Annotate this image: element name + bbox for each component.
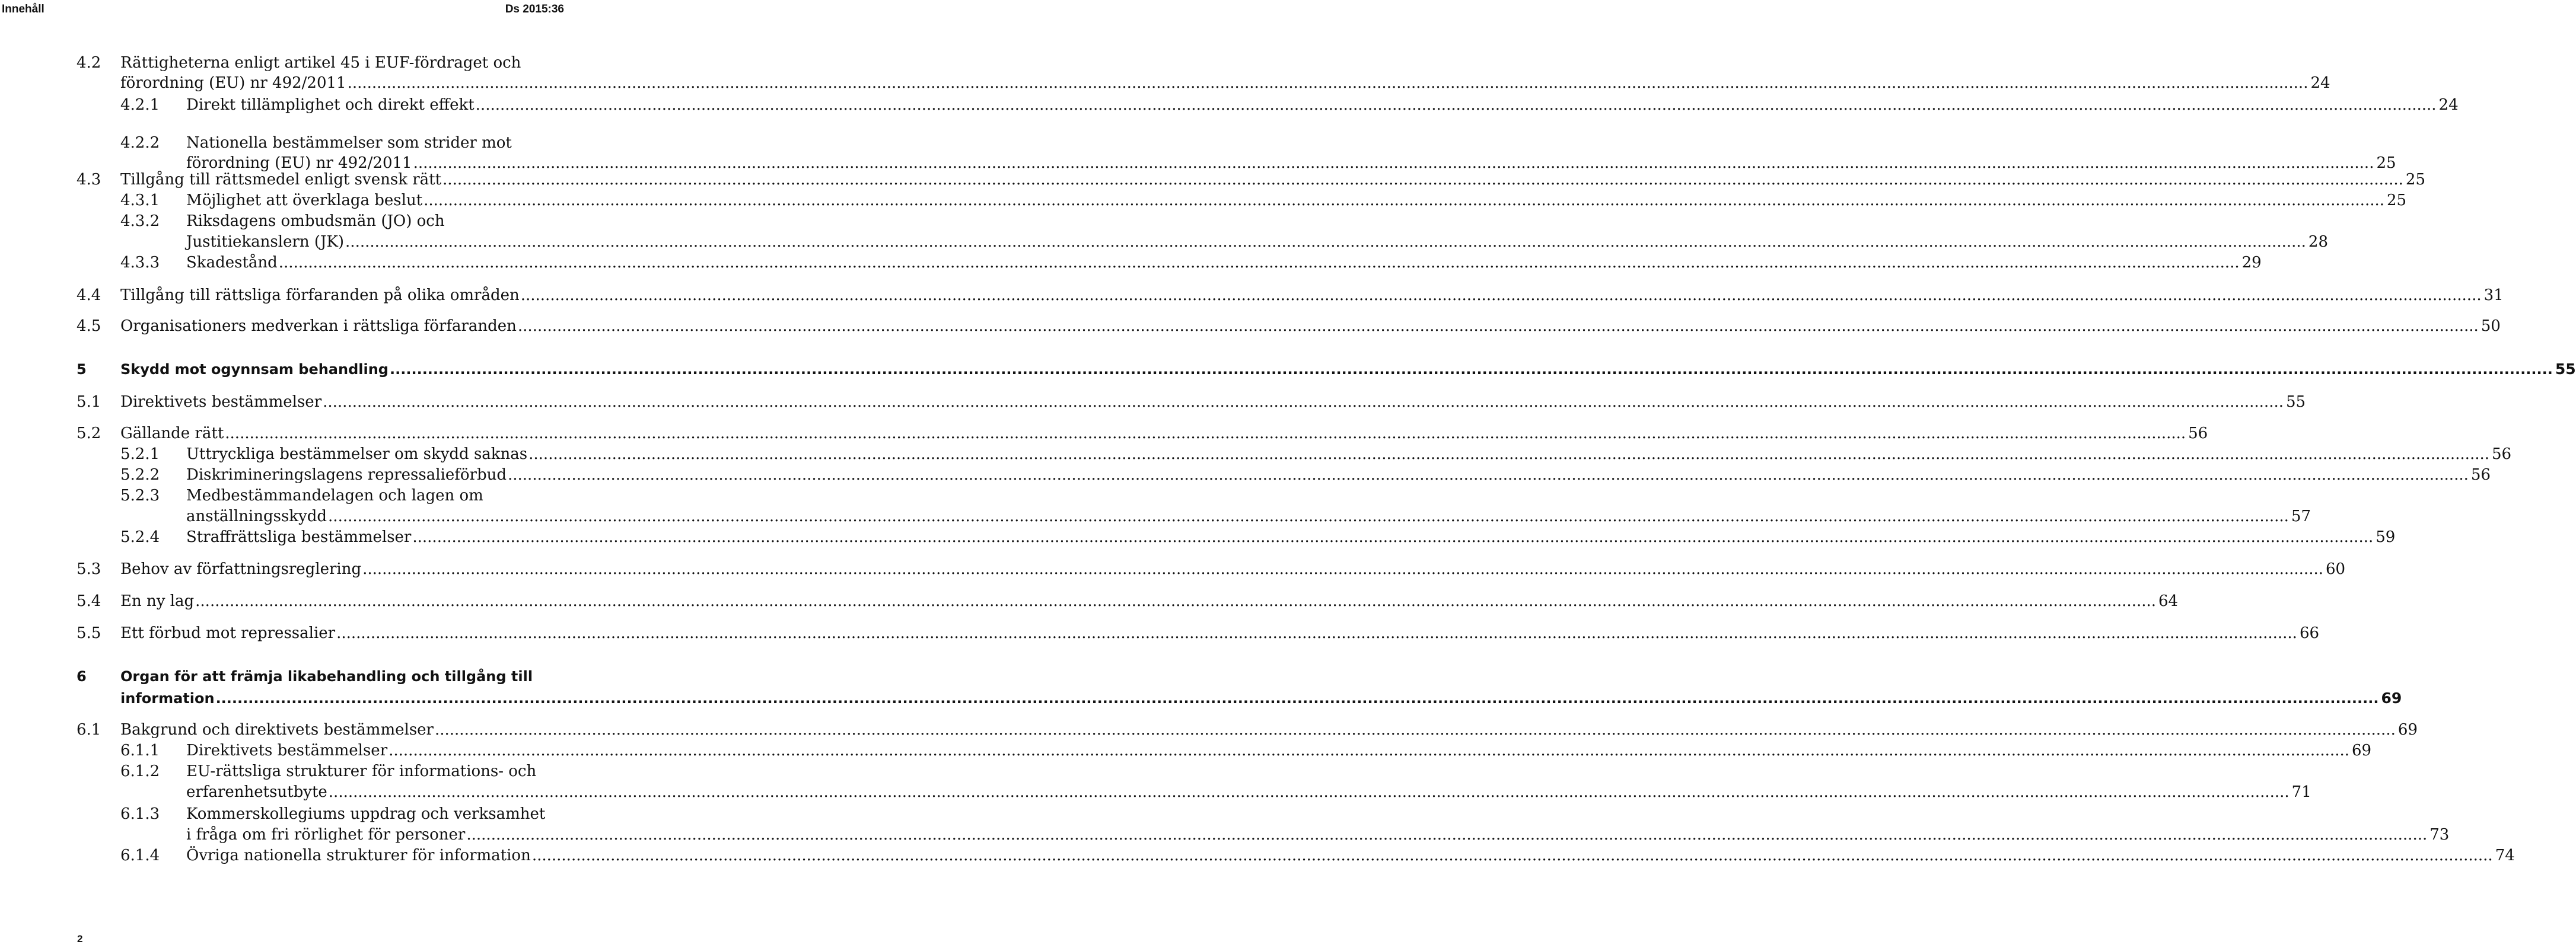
toc-title: EU-rättsliga strukturer för informations- och [186, 762, 537, 780]
toc-title: Direktivets bestämmelser [120, 393, 322, 411]
toc-section-number: 6 [77, 668, 87, 685]
toc-page-number: 24 [2438, 96, 2459, 114]
toc-dot-leader: ................................................................................................................................................................................................................................................................................................................................................................................................................ [215, 690, 2379, 707]
running-header-right: Ds 2015:36 [505, 3, 564, 15]
toc-section-number: 5.1 [77, 393, 101, 411]
toc-entry-line[interactable] [0, 169, 2425, 190]
toc-dot-leader: ................................................................................................................................................................................................................................................................................................................................................................................................................ [508, 466, 2469, 484]
toc-dot-leader: ................................................................................................................................................................................................................................................................................................................................................................................................................ [424, 191, 2384, 209]
toc-page-number: 25 [2376, 154, 2396, 172]
toc-title: Direktivets bestämmelser [186, 742, 388, 759]
toc-dot-leader: ................................................................................................................................................................................................................................................................................................................................................................................................................ [328, 507, 2289, 525]
toc-entry-line[interactable] [0, 285, 2504, 306]
toc-dot-leader: ................................................................................................................................................................................................................................................................................................................................................................................................................ [442, 171, 2403, 189]
toc-entry-line[interactable] [0, 623, 2320, 644]
toc-dot-leader: ................................................................................................................................................................................................................................................................................................................................................................................................................ [347, 74, 2308, 92]
toc-page-number: 74 [2495, 847, 2515, 864]
toc-title: Kommerskollegiums uppdrag och verksamhet [186, 805, 546, 823]
toc-entry-line[interactable] [0, 72, 2330, 94]
toc-dot-leader: ................................................................................................................................................................................................................................................................................................................................................................................................................ [528, 445, 2489, 463]
toc-page-number: 71 [2291, 783, 2311, 801]
toc-entry-line[interactable] [0, 781, 2311, 803]
toc-entry-line[interactable] [0, 506, 2311, 527]
toc-section-number: 5 [77, 361, 87, 378]
toc-entry-line[interactable] [0, 558, 2346, 580]
toc-dot-leader: ................................................................................................................................................................................................................................................................................................................................................................................................................ [278, 254, 2240, 272]
toc-section-number: 4.3 [77, 171, 101, 189]
toc-entry-line[interactable] [0, 132, 569, 154]
toc-entry-line[interactable] [0, 464, 2491, 486]
toc-section-number: 4.2.1 [120, 96, 160, 114]
toc-title: Justitiekanslern (JK) [186, 233, 345, 251]
toc-page-number: 55 [2555, 360, 2576, 378]
toc-section-number: 5.2.2 [120, 466, 160, 484]
toc-section-number: 4.2.2 [120, 134, 160, 152]
toc-title: Rättigheterna enligt artikel 45 i EUF-fördraget och [120, 54, 521, 72]
toc-section-number: 5.2.3 [120, 487, 160, 505]
toc-dot-leader: ................................................................................................................................................................................................................................................................................................................................................................................................................ [389, 361, 2553, 378]
toc-entry-line[interactable] [0, 485, 569, 506]
toc-page-number: 73 [2429, 826, 2450, 844]
toc-page-number: 29 [2241, 254, 2262, 272]
toc-title: anställningsskydd [186, 507, 327, 525]
toc-entry-line[interactable] [0, 803, 569, 825]
toc-page-number: 69 [2397, 721, 2418, 739]
toc-dot-leader: ................................................................................................................................................................................................................................................................................................................................................................................................................ [323, 393, 2284, 411]
toc-section-number: 4.3.1 [120, 191, 160, 209]
toc-title: i fråga om fri rörlighet för personer [186, 826, 466, 844]
toc-entry-line[interactable] [0, 231, 2328, 253]
toc-title: Gällande rätt [120, 424, 224, 442]
toc-title: Direkt tillämplighet och direkt effekt [186, 96, 475, 114]
toc-section-number: 5.4 [77, 592, 101, 610]
toc-page-number: 24 [2310, 74, 2330, 92]
toc-entry-line[interactable] [0, 688, 2402, 709]
toc-entry-line[interactable] [0, 190, 2407, 211]
toc-title: Tillgång till rättsmedel enligt svensk rätt [120, 171, 442, 189]
toc-section-number: 5.3 [77, 560, 101, 578]
toc-title: Övriga nationella strukturer för information [186, 847, 531, 864]
toc-section-number: 4.2 [77, 54, 101, 72]
toc-title: Tillgång till rättsliga förfaranden på olika områden [120, 286, 520, 304]
toc-dot-leader: ................................................................................................................................................................................................................................................................................................................................................................................................................ [413, 154, 2374, 172]
toc-page-number: 60 [2325, 560, 2346, 578]
toc-dot-leader: ................................................................................................................................................................................................................................................................................................................................................................................................................ [520, 286, 2482, 304]
page-number: 2 [77, 933, 83, 944]
toc-entry-line[interactable] [0, 443, 2512, 465]
toc-section-number: 4.4 [77, 286, 101, 304]
toc-entry-line[interactable] [0, 315, 2501, 337]
toc-dot-leader: ................................................................................................................................................................................................................................................................................................................................................................................................................ [362, 560, 2323, 578]
toc-page-number: 55 [2285, 393, 2306, 411]
toc-dot-leader: ................................................................................................................................................................................................................................................................................................................................................................................................................ [328, 783, 2290, 801]
toc-title: Ett förbud mot repressalier [120, 624, 336, 642]
toc-entry-line[interactable] [0, 391, 2306, 413]
toc-section-number: 6.1 [77, 721, 101, 739]
toc-entry-line[interactable] [0, 845, 2515, 866]
toc-title: erfarenhetsutbyte [186, 783, 327, 801]
toc-title: Skadestånd [186, 254, 278, 272]
toc-section-number: 4.3.3 [120, 254, 160, 272]
toc-title: Möjlighet att överklaga beslut [186, 191, 423, 209]
toc-page-number: 31 [2483, 286, 2504, 304]
toc-entry-line[interactable] [0, 824, 2450, 845]
toc-title: Straffrättsliga bestämmelser [186, 528, 412, 546]
toc-page-number: 66 [2299, 624, 2320, 642]
toc-page-number: 69 [2381, 690, 2402, 707]
toc-page-number: 56 [2188, 424, 2208, 442]
toc-title: Behov av författningsreglering [120, 560, 362, 578]
toc-page-number: 28 [2308, 233, 2328, 251]
toc-section-number: 6.1.2 [120, 762, 160, 780]
toc-title: Riksdagens ombudsmän (JO) och [186, 212, 445, 230]
toc-entry-line[interactable] [0, 666, 569, 687]
toc-entry-line[interactable] [0, 359, 2576, 380]
toc-section-number: 4.3.2 [120, 212, 160, 230]
toc-entry-line[interactable] [0, 423, 2208, 444]
toc-dot-leader: ................................................................................................................................................................................................................................................................................................................................................................................................................ [412, 528, 2374, 546]
toc-section-number: 4.5 [77, 317, 101, 335]
toc-title: Medbestämmandelagen och lagen om [186, 487, 483, 505]
toc-dot-leader: ................................................................................................................................................................................................................................................................................................................................................................................................................ [336, 624, 2297, 642]
toc-entry-line[interactable] [0, 52, 569, 74]
toc-dot-leader: ................................................................................................................................................................................................................................................................................................................................................................................................................ [345, 233, 2306, 251]
toc-entry-line[interactable] [0, 210, 569, 232]
toc-page-number: 69 [2351, 742, 2372, 759]
toc-entry-line[interactable] [0, 740, 2372, 761]
toc-section-number: 5.2.4 [120, 528, 160, 546]
toc-dot-leader: ................................................................................................................................................................................................................................................................................................................................................................................................................ [466, 826, 2428, 844]
toc-dot-leader: ................................................................................................................................................................................................................................................................................................................................................................................................................ [517, 317, 2479, 335]
toc-page-number: 56 [2470, 466, 2491, 484]
toc-title: information [120, 690, 215, 707]
toc-page-number: 56 [2492, 445, 2512, 463]
toc-page-number: 25 [2387, 191, 2407, 209]
toc-section-number: 5.2.1 [120, 445, 160, 463]
toc-title: En ny lag [120, 592, 195, 610]
toc-entry-line[interactable] [0, 719, 2418, 740]
toc-page-number: 57 [2291, 507, 2311, 525]
toc-section-number: 6.1.4 [120, 847, 160, 864]
toc-dot-leader: ................................................................................................................................................................................................................................................................................................................................................................................................................ [531, 847, 2493, 864]
toc-title: Uttryckliga bestämmelser om skydd saknas [186, 445, 528, 463]
toc-entry-line[interactable] [0, 761, 569, 782]
toc-title: förordning (EU) nr 492/2011 [186, 154, 412, 172]
toc-entry-line[interactable] [0, 590, 2179, 612]
toc-title: Skydd mot ogynnsam behandling [120, 361, 389, 378]
toc-title: Bakgrund och direktivets bestämmelser [120, 721, 434, 739]
toc-page-number: 50 [2481, 317, 2501, 335]
toc-section-number: 6.1.1 [120, 742, 160, 759]
toc-dot-leader: ................................................................................................................................................................................................................................................................................................................................................................................................................ [434, 721, 2396, 739]
running-header-left: Innehåll [2, 3, 44, 15]
toc-dot-leader: ................................................................................................................................................................................................................................................................................................................................................................................................................ [225, 424, 2186, 442]
toc-entry-line[interactable] [0, 94, 2459, 116]
toc-entry-line[interactable] [0, 526, 2396, 548]
toc-entry-line[interactable] [0, 252, 2262, 273]
toc-dot-leader: ................................................................................................................................................................................................................................................................................................................................................................................................................ [195, 592, 2157, 610]
toc-dot-leader: ................................................................................................................................................................................................................................................................................................................................................................................................................ [389, 742, 2349, 759]
toc-page-number: 25 [2405, 171, 2425, 189]
toc-page-number: 64 [2158, 592, 2179, 610]
toc-section-number: 6.1.3 [120, 805, 160, 823]
toc-dot-leader: ................................................................................................................................................................................................................................................................................................................................................................................................................ [475, 96, 2437, 114]
toc-title: Organisationers medverkan i rättsliga förfaranden [120, 317, 517, 335]
toc-section-number: 5.2 [77, 424, 101, 442]
toc-title: förordning (EU) nr 492/2011 [120, 74, 346, 92]
toc-section-number: 5.5 [77, 624, 101, 642]
toc-title: Organ för att främja likabehandling och tillgång till [120, 668, 533, 685]
toc-title: Diskrimineringslagens repressalieförbud [186, 466, 507, 484]
toc-title: Nationella bestämmelser som strider mot [186, 134, 512, 152]
toc-page-number: 59 [2376, 528, 2396, 546]
